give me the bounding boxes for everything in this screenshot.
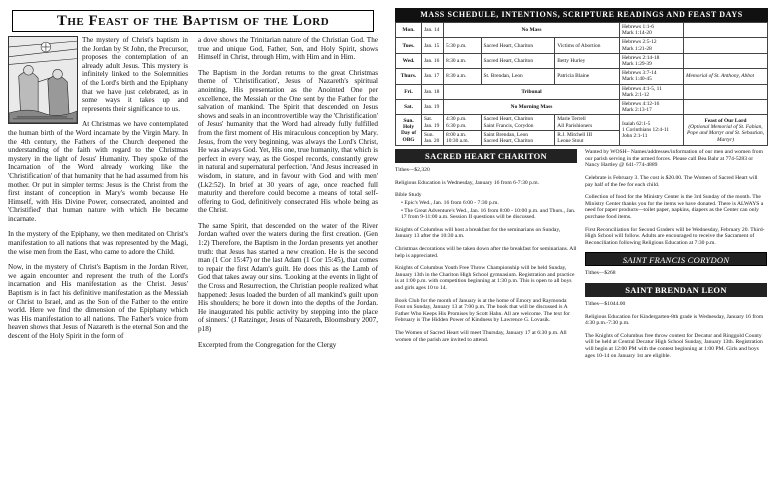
article-paragraph: In the mystery of the Epiphany, we then meditated on Christ's manifestation to all nations that was represented by the Magi, the wise men from the East, who came to adore the Child. bbox=[8, 230, 188, 256]
schedule-day: Sat. bbox=[396, 100, 422, 115]
ministry-center-note: Collection of food for the Ministry Center is the 3rd Sunday of the month. The Ministry Center thanks you for the items we have donated. There is ALWAYS a need for paper products—toilet paper, napkins, diapers as the Center can only purchase food items. bbox=[585, 194, 764, 220]
article-paragraph: The Baptism in the Jordan returns to the great Christmas theme of 'Christification', Jesus of Nazareth's spiritual anointing, His presentation as the Anointed One per excellence, the Messiah or the One sent by the Father for the salvation of mankind. The Spirit that descended on Jesus shows and seals in an incontrovertible way the 'Christification' of Jesus' humanity that the Word had already fully fulfilled from the first moment of His miraculous conception by Mary. Jesus, from the very beginning, was always the Lord's Christ, He was always God. Yet, His one, true humanity, that which is perfect in every way, as the Gospel records, constantly grew in natural and supernatural perfection. 'And Jesus increased in wisdom, in stature, and in favour with God and with men' (Lk2:52). In brief at 30 years of age, once reached full maturity and therefore could become a means of total self-offering to God, definitively consecrated His whole being as the Christ. bbox=[198, 68, 378, 215]
schedule-time: 8:30 a.m. bbox=[444, 69, 482, 84]
schedule-readings: Hebrews 3:7-14 Mark 1:40-45 bbox=[620, 69, 684, 84]
saint-brendan-banner: SAINT BRENDAN LEON bbox=[585, 283, 767, 297]
wosh-wanted: Wanted by WOSH– Names/addresses/information of our men and women from our parish serving in the armed forces. Please call Bea Bahr at 774-5283 or Nancy Hartley @ 641-774-4889 bbox=[585, 149, 763, 169]
sh-book-club: Book Club for the month of January is at the home of Emory and Raymonda Fout on Sunday, January 13 at 7:00 p.m. The book that will be discussed is A Father Who Keeps His Promises by Scott Hahn. All are welcome. The text for February is The Hidden Power of Kindness by Lawrence G. Lovasik. bbox=[395, 297, 570, 324]
schedule-row bbox=[396, 84, 768, 99]
article-title: The Feast of the Baptism of the Lord bbox=[56, 12, 330, 29]
announcements-column bbox=[585, 149, 767, 365]
schedule-feast bbox=[684, 53, 768, 68]
mass-schedule-header: MASS SCHEDULE, INTENTIONS, SCRIPTURE READINGS AND FEAST DAYS bbox=[395, 8, 768, 22]
saint-francis-banner: SAINT FRANCIS CORYDON bbox=[585, 252, 767, 266]
schedule-day: Fri. bbox=[396, 84, 422, 99]
schedule-time: 5:30 p.m. bbox=[444, 38, 482, 53]
schedule-feast bbox=[684, 23, 768, 38]
schedule-readings: Hebrews 2:5-12 Mark 1:21-28 bbox=[620, 38, 684, 53]
schedule-intention: Patricia Blaine bbox=[555, 69, 620, 84]
article-paragraph: Excerpted from the Congregation for the Clergy bbox=[198, 340, 337, 349]
article-column-1 bbox=[8, 36, 188, 356]
schedule-readings: Hebrews 1:1-6 Mark 1:14-20 bbox=[620, 23, 684, 38]
schedule-place: Sacred Heart, Chariton Saint Francis, Corydon bbox=[481, 115, 555, 130]
schedule-day: Tues. bbox=[396, 38, 422, 53]
sh-free-throw: Knights of Columbus Youth Free Throw Championship will be held Sunday, January 13th in the Chariton High School gymnasium. Registration and practice is at 1:00 p.m. with competition beginning at 1:30 p.m. This is open to all boys and girls ages 10 to 14. bbox=[395, 265, 575, 291]
feast-subtitle: (Optional Memorial of St. Fabian, Pope and Martyr and St. Sebastian, Martyr) bbox=[686, 124, 765, 143]
schedule-feast bbox=[684, 100, 768, 115]
sb-tithes: Tithes—$1044.00 bbox=[585, 300, 626, 307]
schedule-feast: Memorial of St. Anthony, Abbot bbox=[684, 69, 768, 84]
bible-study-title: Bible Study bbox=[395, 192, 422, 199]
sh-tithes: Tithes—$2,320 bbox=[395, 167, 430, 174]
article-column-2 bbox=[198, 36, 378, 356]
article-paragraph: At Christmas we have contemplated the human birth of the Word incarnate by the Virgin Mary. In the 4th century, the Fathers of the Church deepened the understanding of the faith with regard to the Christmas mystery in the light of Jesus' Humanity. They spoke of the Incarnation of the Word already working like the 'Christification' of that humanity that he had assumed from his mother. Or put in simpler terms: Jesus is the Christ from the first instant of conception in Mary's womb because He Himself, with His Divine Power, consecrated, anointed and 'Christified' that human nature with which He became incarnate. bbox=[8, 120, 188, 223]
schedule-place: Sacred Heart, Chariton bbox=[481, 53, 555, 68]
schedule-row bbox=[396, 69, 768, 84]
schedule-day: Wed. bbox=[396, 53, 422, 68]
schedule-date: Jan. 16 bbox=[422, 53, 444, 68]
mass-schedule-table bbox=[395, 22, 768, 146]
sh-women-meeting: The Women of Sacred Heart will meet Thursday, January 17 at 6:30 p.m. All women of the parish are invited to attend. bbox=[395, 329, 567, 343]
article-paragraph: The same Spirit, that descended on the water of the River Jordan wafted over the waters during the first creation. (Gen 1:2) Therefore, the Baptism in the Jordan presents yet another truth: that Jesus has started a new creation. He is the second man (1 Cor 15:47) or the last Adam (1 Cor 15:45), that comes to repair the first Adam's guilt. He does this as the Lamb of God that takes away our sins. 'Looking at the events in light of the Cross and Resurrection, the Christian people realized what happened: Jesus loaded the burden of all mankind's guilt upon His shoulders; he bore it down into the depths of the Jordan. He inaugurated his public activity by stepping into the place of sinners.' (J Ratzinger, Jesus of Nazareth, Bloomsbury 2007, p18) bbox=[198, 221, 378, 333]
schedule-row bbox=[396, 100, 768, 115]
schedule-date: Sat. Jan. 19 bbox=[422, 115, 444, 130]
schedule-time: 8:00 a.m. 10:30 a.m. bbox=[444, 130, 482, 145]
sh-religious-ed: Religious Education is Wednesday, January 16 from 6-7:30 p.m. bbox=[395, 179, 540, 186]
schedule-day: Mon. bbox=[396, 23, 422, 38]
feast-title: Feast of Our Lord bbox=[704, 117, 747, 124]
right-page bbox=[395, 0, 768, 497]
article-paragraph: The mystery of Christ's baptism in the Jordan by St John, the Precursor, proposes the contemplation of an already adult Jesus. This mystery is infinitely linked to the Solemnities of the Lord's birth and the Epiphany that we have just celebrated, as in some ways it takes up and represents their significance to us. bbox=[82, 36, 188, 113]
schedule-row-sunday bbox=[396, 115, 768, 130]
schedule-place: St. Brendan, Leon bbox=[481, 69, 555, 84]
first-reconciliation: First Reconciliation for Second Graders will be Wednesday, February 20. Third- High School will follow. Adults are encouraged to receive the Sacrament of Reconciliation following Religious Education at 7:30 p.m. bbox=[585, 226, 765, 246]
schedule-intention: Victims of Abortion bbox=[555, 38, 620, 53]
baptism-engraving-icon bbox=[9, 37, 77, 123]
schedule-date: Jan. 14 bbox=[422, 23, 444, 38]
schedule-row bbox=[396, 23, 768, 38]
sb-kofc-free-throw: The Knights of Columbus free throw contest for Decatur and Ringgold County will be held at Central Decatur High School Sunday, January 13th. Registration will begin at 12:00 PM with the contest beginning at 1:00 PM. Girls and boys ages 10-14 on January 1st are eligible. bbox=[585, 332, 763, 359]
article-paragraph: Now, in the mystery of Christ's Baptism in the Jordan River, we again encounter and represent the truth of the Lord's incarnation and His manifestation as the Christ. Jesus' Baptism is in fact his definitive manifestation as the Messiah or Christ to Israel, and as the Son of the Father to the entire world. Here we find the dimension of the Epiphany which was His manifestation to all nations. The Father's voice from heaven shows that Jesus of Nazareth is the eternal Son and the descent of the Holy Spirit in the form of bbox=[8, 263, 188, 340]
schedule-date: Sun. Jan. 20 bbox=[422, 130, 444, 145]
article-title-box bbox=[12, 10, 374, 32]
sh-kofc-breakfast: Knights of Columbus will host a breakfast for the seminarians on Sunday, January 13 after the 10:30 a.m. bbox=[395, 226, 561, 240]
sf-tithes: Tithes—$268 bbox=[585, 270, 616, 277]
schedule-readings: Hebrews 2:14-18 Mark 1:29-39 bbox=[620, 53, 684, 68]
schedule-readings: Hebrews 4:12-16 Mark 2:13-17 bbox=[620, 100, 684, 115]
sacred-heart-column bbox=[395, 149, 577, 365]
schedule-note: No Mass bbox=[444, 23, 620, 38]
schedule-note: Tribunal bbox=[444, 84, 620, 99]
schedule-feast bbox=[684, 84, 768, 99]
parish-news bbox=[395, 149, 768, 365]
baptism-illustration bbox=[8, 36, 78, 124]
schedule-date: Jan. 18 bbox=[422, 84, 444, 99]
schedule-time: 4:30 p.m. 6:30 p.m. bbox=[444, 115, 482, 130]
bible-study-item: • The Great Adventure's Wed., Jan. 16 from 8:00 - 10:00 p.m. and Thurs., Jan. 17 from 9-11:00 a.m. Session II questions will be discussed. bbox=[401, 207, 576, 221]
schedule-place: Saint Brendan, Leon Sacred Heart, Chariton bbox=[481, 130, 555, 145]
schedule-note: No Morning Mass bbox=[444, 100, 620, 115]
sacred-heart-banner: SACRED HEART CHARITON bbox=[395, 149, 577, 163]
schedule-place: Sacred Heart, Chariton bbox=[481, 38, 555, 53]
celebrate-note: Celebrate is February 3. The cost is $20.00. The Women of Sacred Heart will pay half of the fee for each child. bbox=[585, 175, 758, 188]
schedule-readings: Isaiah 62:1-5 1 Corinthians 12:4-11 John 2:1-11 bbox=[620, 115, 684, 146]
schedule-date: Jan. 17 bbox=[422, 69, 444, 84]
schedule-date: Jan. 15 bbox=[422, 38, 444, 53]
schedule-intention: Marie Terrell All Parishioners bbox=[555, 115, 620, 130]
schedule-row bbox=[396, 53, 768, 68]
schedule-day: Sun. Holy Day of OBG bbox=[396, 115, 422, 146]
article-paragraph: a dove shows the Trinitarian nature of the Christian God. The true and unique God, Father, Son, and Holy Spirit, shows Himself in Christ, through Him, with Him and in Him. bbox=[198, 36, 378, 62]
schedule-feast bbox=[684, 115, 768, 146]
schedule-intention: R.J. Mitchell III Leone Stout bbox=[555, 130, 620, 145]
sb-religious-ed: Religious Education for Kindergarten-8th grade is Wednesday, January 16 from 4:30 p.m.-7:30 p.m. bbox=[585, 313, 764, 327]
schedule-feast bbox=[684, 38, 768, 53]
schedule-row bbox=[396, 38, 768, 53]
schedule-time: 8:30 a.m. bbox=[444, 53, 482, 68]
article-columns bbox=[8, 36, 378, 356]
schedule-intention: Betty Hurley bbox=[555, 53, 620, 68]
schedule-date: Jan. 19 bbox=[422, 100, 444, 115]
schedule-readings: Hebrews 4:1-5, 11 Mark 2:1-12 bbox=[620, 84, 684, 99]
sh-christmas-decor: Christmas decorations will be taken down after the breakfast for seminarians. All help is appreciated. bbox=[395, 246, 577, 259]
schedule-day: Thurs. bbox=[396, 69, 422, 84]
bible-study-item: • Epic's Wed., Jan. 16 from 6:00 - 7:30 p.m. bbox=[401, 200, 499, 207]
